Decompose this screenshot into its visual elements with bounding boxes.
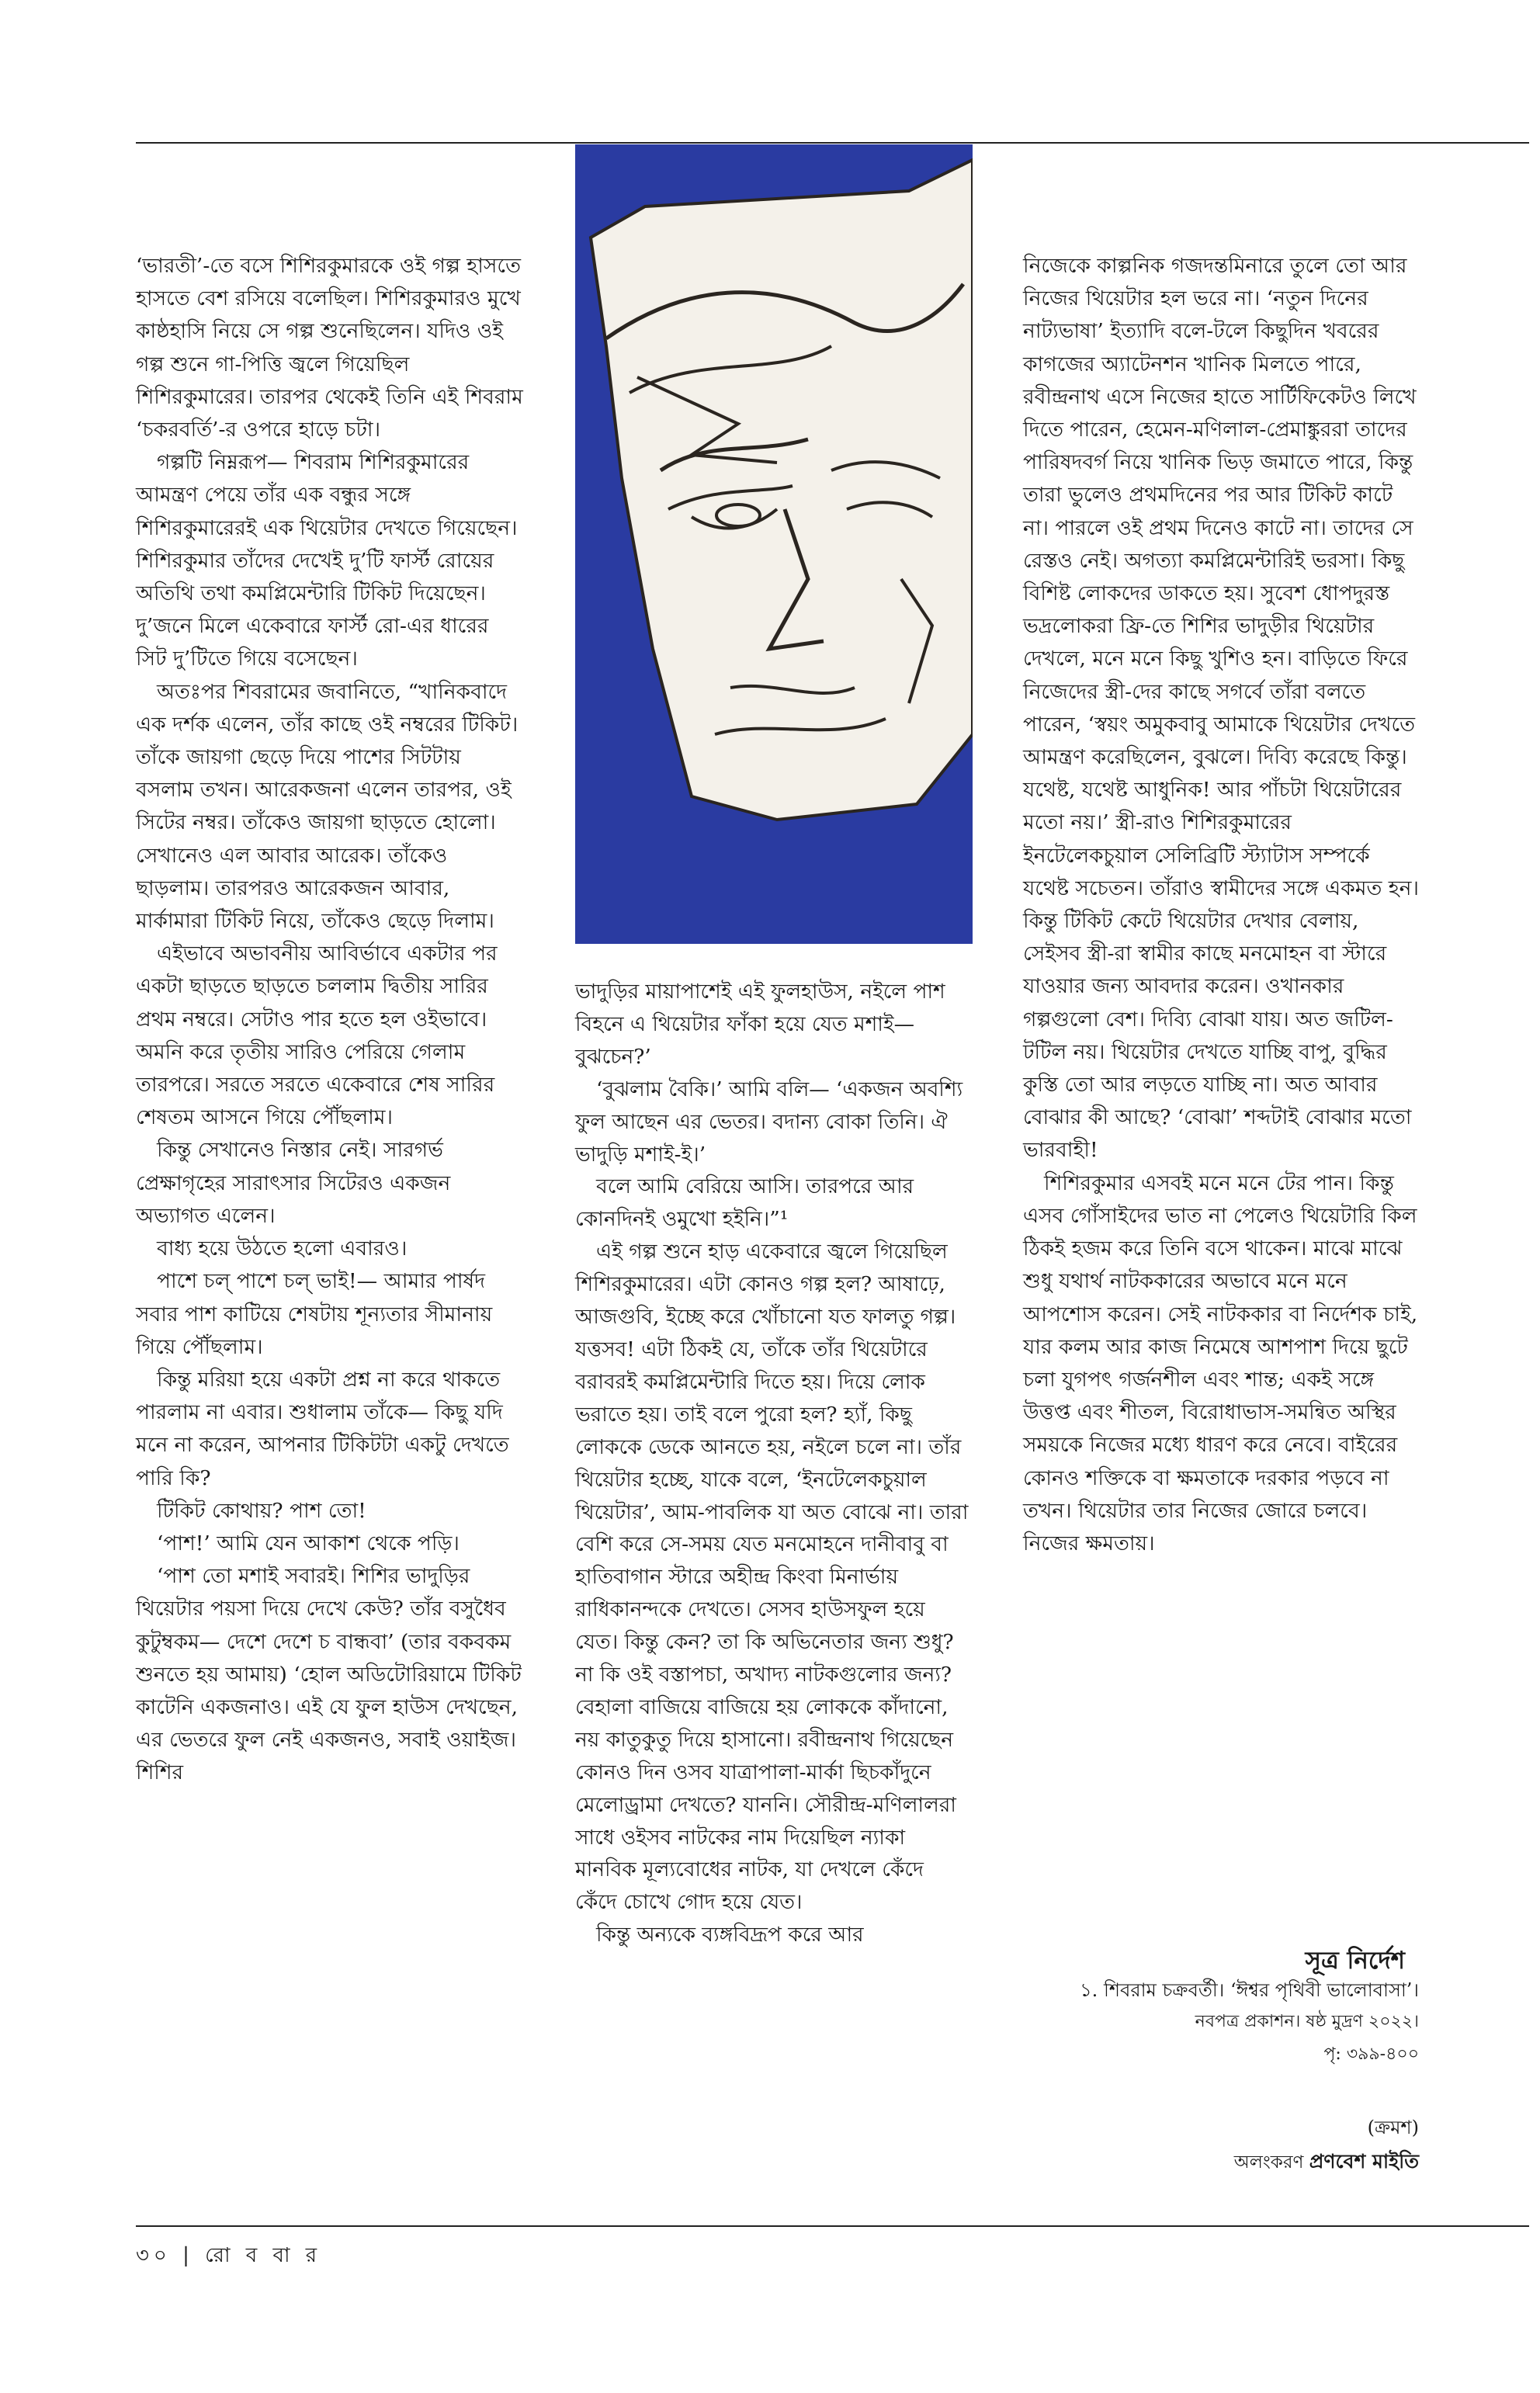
paragraph: পাশে চল্‌ পাশে চল্‌ ভাই!— আমার পার্ষদ সবার পাশ কাটিয়ে শেষটায় শূন্যতার সীমানায় গিয়ে পৌঁছলাম।: [136, 1269, 493, 1359]
credit-name: প্রণবেশ মাইতি: [1309, 2150, 1419, 2173]
references-title: সূত্র নির্দেশ: [1305, 1947, 1405, 1975]
reference-line: পৃ: ৩৯৯-৪০০: [1323, 2044, 1419, 2064]
paragraph: টিকিট কোথায়? পাশ তো!: [157, 1498, 366, 1523]
paragraph: বাধ্য হয়ে উঠতে হলো এবারও।: [157, 1236, 408, 1261]
column-1: [136, 250, 524, 1790]
paragraph: বলে আমি বেরিয়ে আসি। তারপরে আর কোনদিনই ওমুখো হইনি।”¹: [575, 1174, 914, 1232]
paragraph: গল্পটি নিম্নরূপ— শিবরাম শিশিরকুমারের আমন্ত্রণ পেয়ে তাঁর এক বন্ধুর সঙ্গে শিশিরকুমারেরই এক থিয়েটার দেখতে গিয়েছেন। শিশিরকুমার তাঁদের দেখেই দু’টি ফার্স্ট রোয়ের অতিথি তথা কমপ্লিমেন্টারি টিকিট দিয়েছেন। দু’জনে মিলে একেবারে ফার্স্ট রো-এর ধারের সিট দু’টিতে গিয়ে বসেছেন।: [136, 450, 518, 671]
caricature-face-icon: [575, 144, 973, 944]
magazine-name: রো ব বা র: [205, 2244, 322, 2267]
paragraph: কিন্তু অন্যকে ব্যঙ্গবিদ্রূপ করে আর: [596, 1923, 864, 1947]
paragraph: নিজেকে কাল্পনিক গজদন্তমিনারে তুলে তো আর নিজের থিয়েটার হল ভরে না। ‘নতুন দিনের নাট্যভাষা’ ইত্যাদি বলে-টলে কিছুদিন খবরের কাগজের অ্যাটেনশন খানিক মিলতে পারে, রবীন্দ্রনাথ এসে নিজের হাতে সার্টিফিকেটও লিখে দিতে পারেন, হেমেন-মণিলাল-প্রেমাঙ্কুররা তাদের পারিষদবর্গ নিয়ে খানিক ভিড় জমাতে পারে, কিন্তু তারা ভুলেও প্রথমদিনের পর আর টিকিট কাটে না। পারলে ওই প্রথম দিনেও কাটে না। তাদের সে রেস্তও নেই। অগত্যা কমপ্লিমেন্টারিই ভরসা। কিছু বিশিষ্ট লোকদের ডাকতে হয়। সুবেশ ধোপদুরস্ত ভদ্রলোকরা ফ্রি-তে শিশির ভাদুড়ীর থিয়েটার দেখলে, মনে মনে কিছু খুশিও হন। বাড়িতে ফিরে নিজেদের স্ত্রী-দের কাছে সগর্বে তাঁরা বলতে পারেন, ‘স্বয়ং অমুকবাবু আমাকে থিয়েটার দেখতে আমন্ত্রণ করেছিলেন, বুঝলে। দিব্যি করেছে কিন্তু। যথেষ্ট, যথেষ্ট আধুনিক! আর পাঁচটা থিয়েটারের মতো নয়।’ স্ত্রী-রাও শিশিরকুমারের ইনটেলেকচুয়াল সেলিব্রিটি স্ট্যাটাস সম্পর্কে যথেষ্ট সচেতন। তাঁরাও স্বামীদের সঙ্গে একমত হন। কিন্তু টিকিট কেটে থিয়েটার দেখার বেলায়, সেইসব স্ত্রী-রা স্বামীর কাছে মনমোহন বা স্টারে যাওয়ার জন্য আবদার করেন। ওখানকার গল্পগুলো বেশ। দিব্যি বোঝা যায়। অত জটিল-টটিল নয়। থিয়েটার দেখতে যাচ্ছি বাপু, বুদ্ধির কুস্তি তো আর লড়তে যাচ্ছি না। অত আবার বোঝার কী আছে? ‘বোঝা’ শব্দটাই বোঝার মতো ভারবাহী!: [1023, 254, 1419, 1163]
page-folio: [136, 2239, 321, 2273]
paragraph: ‘ভারতী’-তে বসে শিশিরকুমারকে ওই গল্প হাসতে হাসতে বেশ রসিয়ে বলেছিল। শিশিরকুমারও মুখে কাষ্ঠহাসি নিয়ে সে গল্প শুনেছিলেন। যদিও ওই গল্প শুনে গা-পিত্তি জ্বলে গিয়েছিল শিশিরকুমারের। তারপর থেকেই তিনি এই শিবরাম ‘চকরবর্তি’-র ওপরে হাড়ে চটা।: [136, 254, 523, 442]
reference-line: ১. শিবরাম চক্রবর্তী। ‘ঈশ্বর পৃথিবী ভালোবাসা’।: [1080, 1979, 1419, 2001]
paragraph: কিন্তু সেখানেও নিস্তার নেই। সারগর্ভ প্রেক্ষাগৃহের সারাৎসার সিটেরও একজন অভ্যাগত এলেন।: [136, 1138, 451, 1228]
illustration-credit: [1023, 2146, 1419, 2180]
folio-separator: |: [182, 2244, 194, 2267]
paragraph: ‘বুঝলাম বৈকি।’ আমি বলি— ‘একজন অবশ্যি ফুল আছেন এর ভেতর। বদান্য বোকা তিনি। ঐ ভাদুড়ি মশাই-ই।’: [575, 1077, 963, 1167]
paragraph: শিশিরকুমার এসবই মনে মনে টের পান। কিন্তু এসব গোঁসাইদের ভাত না পেলেও থিয়েটারি কিল ঠিকই হজম করে তিনি বসে থাকেন। মাঝে মাঝে শুধু যথার্থ নাটককারের অভাবে মনে মনে আপশোস করেন। সেই নাটককার বা নির্দেশক চাই, যার কলম আর কাজ নিমেষে আশপাশ দিয়ে ছুটে চলা যুগপৎ গর্জনশীল এবং শান্ত; একই সঙ্গে উত্তপ্ত এবং শীতল, বিরোধাভাস-সমন্বিত অস্থির সময়কে নিজের মধ্যে ধারণ করে নেবে। বাইরের কোনও শক্তিকে বা ক্ষমতাকে দরকার পড়বে না তখন। থিয়েটার তার নিজের জোরে চলবে। নিজের ক্ষমতায়।: [1023, 1170, 1418, 1555]
serial-marker: (ক্রমশ): [1367, 2117, 1419, 2138]
page-number: ৩০: [136, 2244, 172, 2267]
column-3: [1023, 250, 1419, 1560]
credit-label: অলংকরণ: [1233, 2152, 1304, 2173]
paragraph: এইভাবে অভাবনীয় আবির্ভাবে একটার পর একটা ছাড়তে ছাড়তে চললাম দ্বিতীয় সারির প্রথম নম্বরে। সেটাও পার হতে হল ওইভাবে। অমনি করে তৃতীয় সারিও পেরিয়ে গেলাম তারপরে। সরতে সরতে একেবারে শেষ সারির শেষতম আসনে গিয়ে পৌঁছলাম।: [136, 942, 498, 1130]
paragraph: ভাদুড়ির মায়াপাশেই এই ফুলহাউস, নইলে পাশ বিহনে এ থিয়েটার ফাঁকা হয়ে যেত মশাই— বুঝচেন?’: [575, 980, 945, 1069]
column-2: [575, 976, 971, 1951]
paragraph: এই গল্প শুনে হাড় একেবারে জ্বলে গিয়েছিল শিশিরকুমারের। এটা কোনও গল্প হল? আষাঢ়ে, আজগুবি, ইচ্ছে করে খোঁচানো যত ফালতু গল্প। যত্তসব! এটা ঠিকই যে, তাঁকে তাঁর থিয়েটারে বরাবরই কমপ্লিমেন্টারি দিতে হয়। দিয়ে লোক ভরাতে হয়। তাই বলে পুরো হল? হ্যাঁ, কিছু লোককে ডেকে আনতে হয়, নইলে চলে না। তাঁর থিয়েটার হচ্ছে, যাকে বলে, ‘ইনটেলেকচুয়াল থিয়েটার’, আম-পাবলিক যা অত বোঝে না। তারা বেশি করে সে-সময় যেত মনমোহনে দানীবাবু বা হাতিবাগান স্টারে অহীন্দ্র কিংবা মিনার্ভায় রাধিকানন্দকে দেখতে। সেসব হাউসফুল হয়ে যেত। কিন্তু কেন? তা কি অভিনেতার জন্য শুধু? না কি ওই বস্তাপচা, অখাদ্য নাটকগুলোর জন্য? বেহালা বাজিয়ে বাজিয়ে হয় লোককে কাঁদানো, নয় কাতুকুতু দিয়ে হাসানো। রবীন্দ্রনাথ গিয়েছেন কোনও দিন ওসব যাত্রাপালা-মার্কা ছিচকাঁদুনে মেলোড্রামা দেখতে? যাননি। সৌরীন্দ্র-মণিলালরা সাধে ওইসব নাটকের নাম দিয়েছিল ন্যাকা মানবিক মূল্যবোধের নাটক, যা দেখলে কেঁদে কেঁদে চোখে গোদ হয়ে যেত।: [575, 1240, 969, 1915]
top-rule: [136, 142, 1529, 144]
paragraph: অতঃপর শিবরামের জবানিতে, “খানিকবাদে এক দর্শক এলেন, তাঁর কাছে ওই নম্বরের টিকিট। তাঁকে জায়গা ছেড়ে দিয়ে পাশের সিটটায় বসলাম তখন। আরেকজনা এলেন তারপর, ওই সিটের নম্বর। তাঁকেও জায়গা ছাড়তে হোলো। সেখানেও এল আবার আরেক। তাঁকেও ছাড়লাম। তারপরও আরেকজন আবার, মার্কামারা টিকিট নিয়ে, তাঁকেও ছেড়ে দিলাম।: [136, 679, 519, 934]
reference-line: নবপত্র প্রকাশন। ষষ্ঠ মুদ্রণ ২০২২।: [1195, 2012, 1419, 2031]
bottom-rule: [136, 2225, 1529, 2227]
illustration: [575, 144, 973, 944]
paragraph: ‘পাশ তো মশাই সবারই। শিশির ভাদুড়ির থিয়েটার পয়সা দিয়ে দেখে কেউ? তাঁর বসুধৈব কুটুম্বকম— দেশে দেশে চ বান্ধবা’ (তার বকবকম শুনতে হয় আমায়) ‘হোল অডিটোরিয়ামে টিকিট কাটেনি একজনাও। এই যে ফুল হাউস দেখছেন, এর ভেতরে ফুল নেই একজনও, সবাই ওয়াইজ। শিশির: [136, 1564, 522, 1785]
paragraph: কিন্তু মরিয়া হয়ে একটা প্রশ্ন না করে থাকতে পারলাম না এবার। শুধালাম তাঁকে— কিছু যদি মনে না করেন, আপনার টিকিটটা একটু দেখতে পারি কি?: [136, 1367, 509, 1490]
paragraph: ‘পাশ!’ আমি যেন আকাশ থেকে পড়ি।: [157, 1531, 460, 1555]
